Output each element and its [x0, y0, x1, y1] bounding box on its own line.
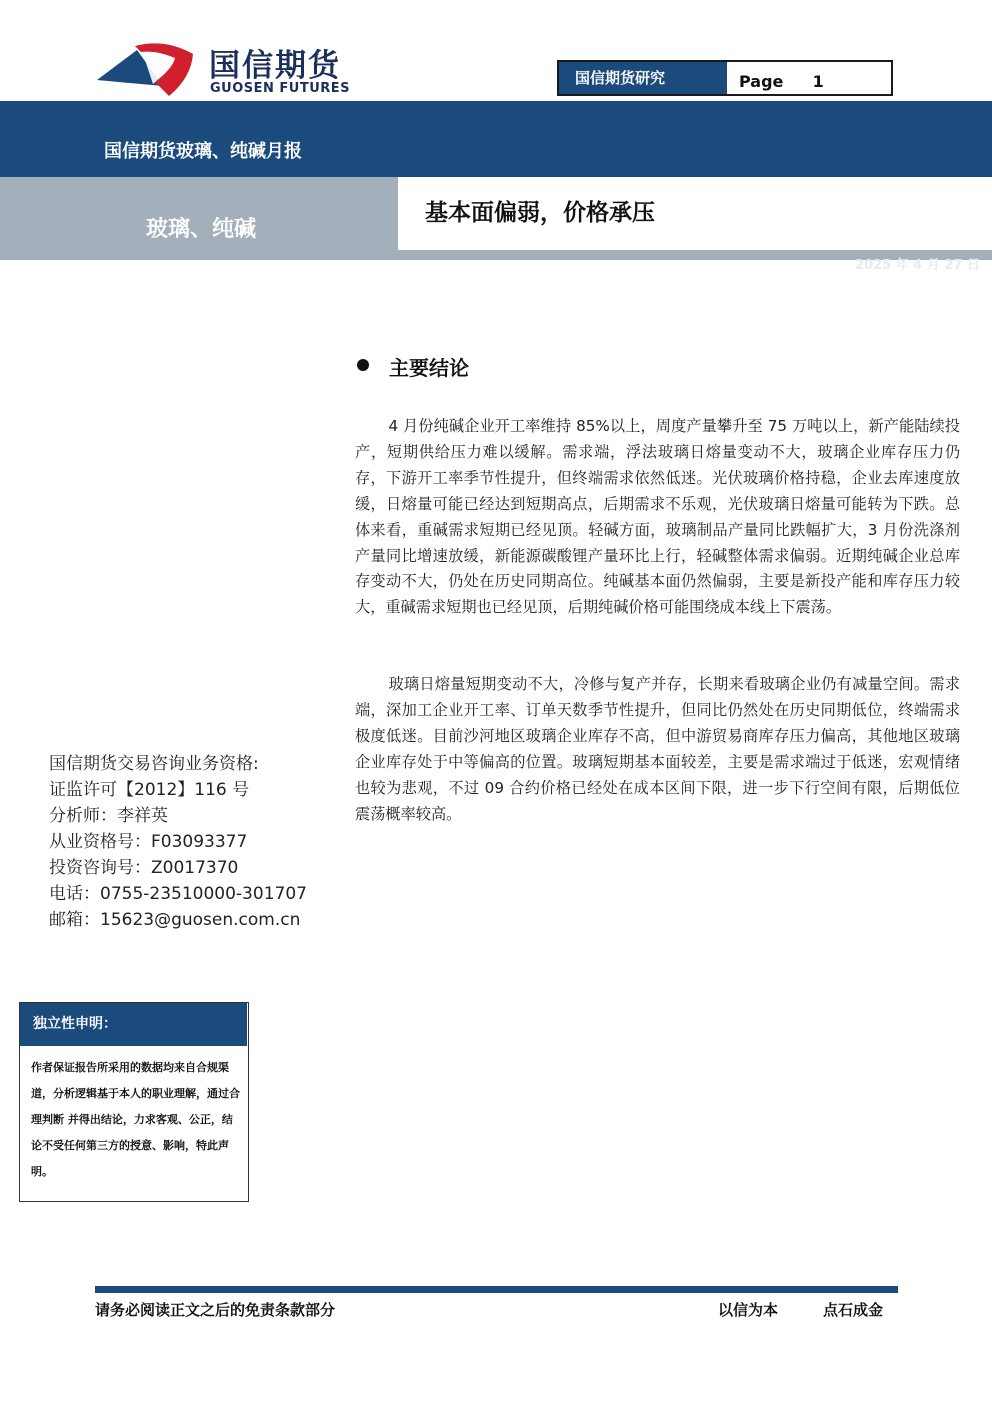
report-date: 2025 年 4 月 27 日 [855, 258, 980, 273]
section-title: 主要结论 [389, 356, 469, 380]
report-series-title: 国信期货玻璃、纯碱月报 [104, 141, 302, 162]
consult-number: 投资咨询号：Z0017370 [49, 858, 239, 878]
logo-chinese-name: 国信期货 [209, 48, 341, 84]
bullet-icon [357, 359, 369, 371]
declaration-body: 作者保证报告所采用的数据均来自合规渠道，分析逻辑基于本人的职业理解，通过合理判断 并得出结论，力求客观、公正，结论不受任何第三方的授意、影响，特此声明。 [31, 1061, 240, 1178]
category-title: 玻璃、纯碱 [146, 217, 257, 242]
independence-declaration [19, 1002, 249, 1202]
qualification-line: 国信期货交易咨询业务资格: [49, 754, 259, 774]
declaration-title: 独立性申明： [20, 1003, 247, 1046]
page-label: Page [739, 72, 784, 91]
analyst-name: 分析师：李祥英 [49, 806, 168, 826]
page-indicator-box [557, 60, 893, 96]
footer-divider [95, 1286, 898, 1293]
footer-slogan-2: 点石成金 [823, 1301, 884, 1319]
page-number-value: 1 [812, 72, 824, 91]
logo-english-name: GUOSEN FUTURES [210, 81, 351, 96]
phone-number: 电话：0755-23510000-301707 [49, 884, 307, 904]
conclusion-paragraph: 玻璃日熔量短期变动不大，冷修与复产并存，长期来看玻璃企业仍有减量空间。需求端，深加工企业开工率、订单天数季节性提升，但同比仍然处在历史同期低位，终端需求极度低迷。目前沙河地区玻璃企业库存不高，但中游贸易商库存压力偏高，其他地区玻璃企业库存处于中等偏高的位置。玻璃短期基本面较差，主要是需求端过于低迷，宏观情绪也较为悲观，不过 09 合约价格已经处在成本区间下限，进一步下行空间有限，后期低位震荡概率较高。 [355, 675, 960, 823]
footer-disclaimer: 请务必阅读正文之后的免责条款部分 [95, 1301, 336, 1319]
page-number [739, 62, 824, 94]
research-label: 国信期货研究 [559, 62, 727, 94]
email-address: 邮箱：15623@guosen.com.cn [49, 910, 301, 930]
footer-slogan-1: 以信为本 [718, 1301, 779, 1319]
report-headline: 基本面偏弱，价格承压 [425, 200, 655, 226]
analyst-info [49, 751, 307, 933]
license-line: 证监许可【2012】116 号 [49, 780, 250, 800]
practice-number: 从业资格号：F03093377 [49, 832, 248, 852]
guosen-logo-icon [95, 40, 195, 98]
conclusion-paragraph: 4 月份纯碱企业开工率维持 85%以上，周度产量攀升至 75 万吨以上，新产能陆续投产，短期供给压力难以缓解。需求端，浮法玻璃日熔量变动不大，玻璃企业库存压力仍存，下游开工率季节性提升，但终端需求依然低迷。光伏玻璃价格持稳，企业去库速度放缓，日熔量可能已经达到短期高点，后期需求不乐观，光伏玻璃日熔量可能转为下跌。总体来看，重碱需求短期已经见顶。轻碱方面，玻璃制品产量同比跌幅扩大，3 月份洗涤剂产量同比增速放缓，新能源碳酸锂产量环比上行，轻碱整体需求偏弱。近期纯碱企业总库存变动不大，仍处在历史同期高位。纯碱基本面仍然偏弱，主要是新投产能和库存压力较大，重碱需求短期也已经见顶，后期纯碱价格可能围绕成本线上下震荡。 [355, 417, 960, 617]
